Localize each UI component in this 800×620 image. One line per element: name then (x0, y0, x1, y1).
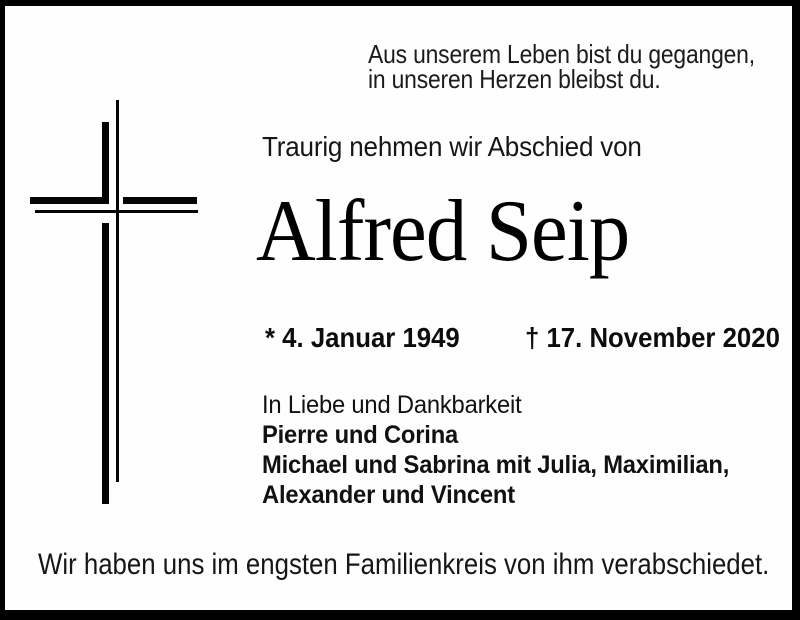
death-date: † 17. November 2020 (525, 322, 780, 353)
cross-thick-horizontal-left (30, 197, 109, 204)
obituary-sheet (5, 6, 792, 610)
closing-line: Wir haben uns im engsten Familienkreis von ihm verabschiedet. (38, 548, 770, 581)
deceased-name: Alfred Seip (256, 183, 630, 280)
family-block (262, 390, 729, 510)
cross-thick-horizontal-right (123, 197, 197, 204)
epigraph-line-1: Aus unserem Leben bist du gegangen, (368, 39, 755, 69)
cross-thick-vertical-bottom (102, 223, 109, 504)
mourner-line: Michael und Sabrina mit Julia, Maximilian, (262, 451, 730, 479)
intro-line: Traurig nehmen wir Abschied von (262, 131, 642, 162)
mourner-line: Pierre und Corina (262, 421, 459, 449)
tribute-line: In Liebe und Dankbarkeit (262, 391, 522, 419)
cross-thin-vertical-line (116, 100, 119, 482)
cross-thin-horizontal-line (35, 210, 198, 213)
epigraph-line-2: in unseren Herzen bleibst du. (368, 64, 661, 94)
birth-date: * 4. Januar 1949 (265, 322, 460, 353)
epigraph (368, 39, 755, 94)
mourner-line: Alexander und Vincent (262, 481, 515, 509)
cross-thick-vertical-top (102, 122, 109, 204)
